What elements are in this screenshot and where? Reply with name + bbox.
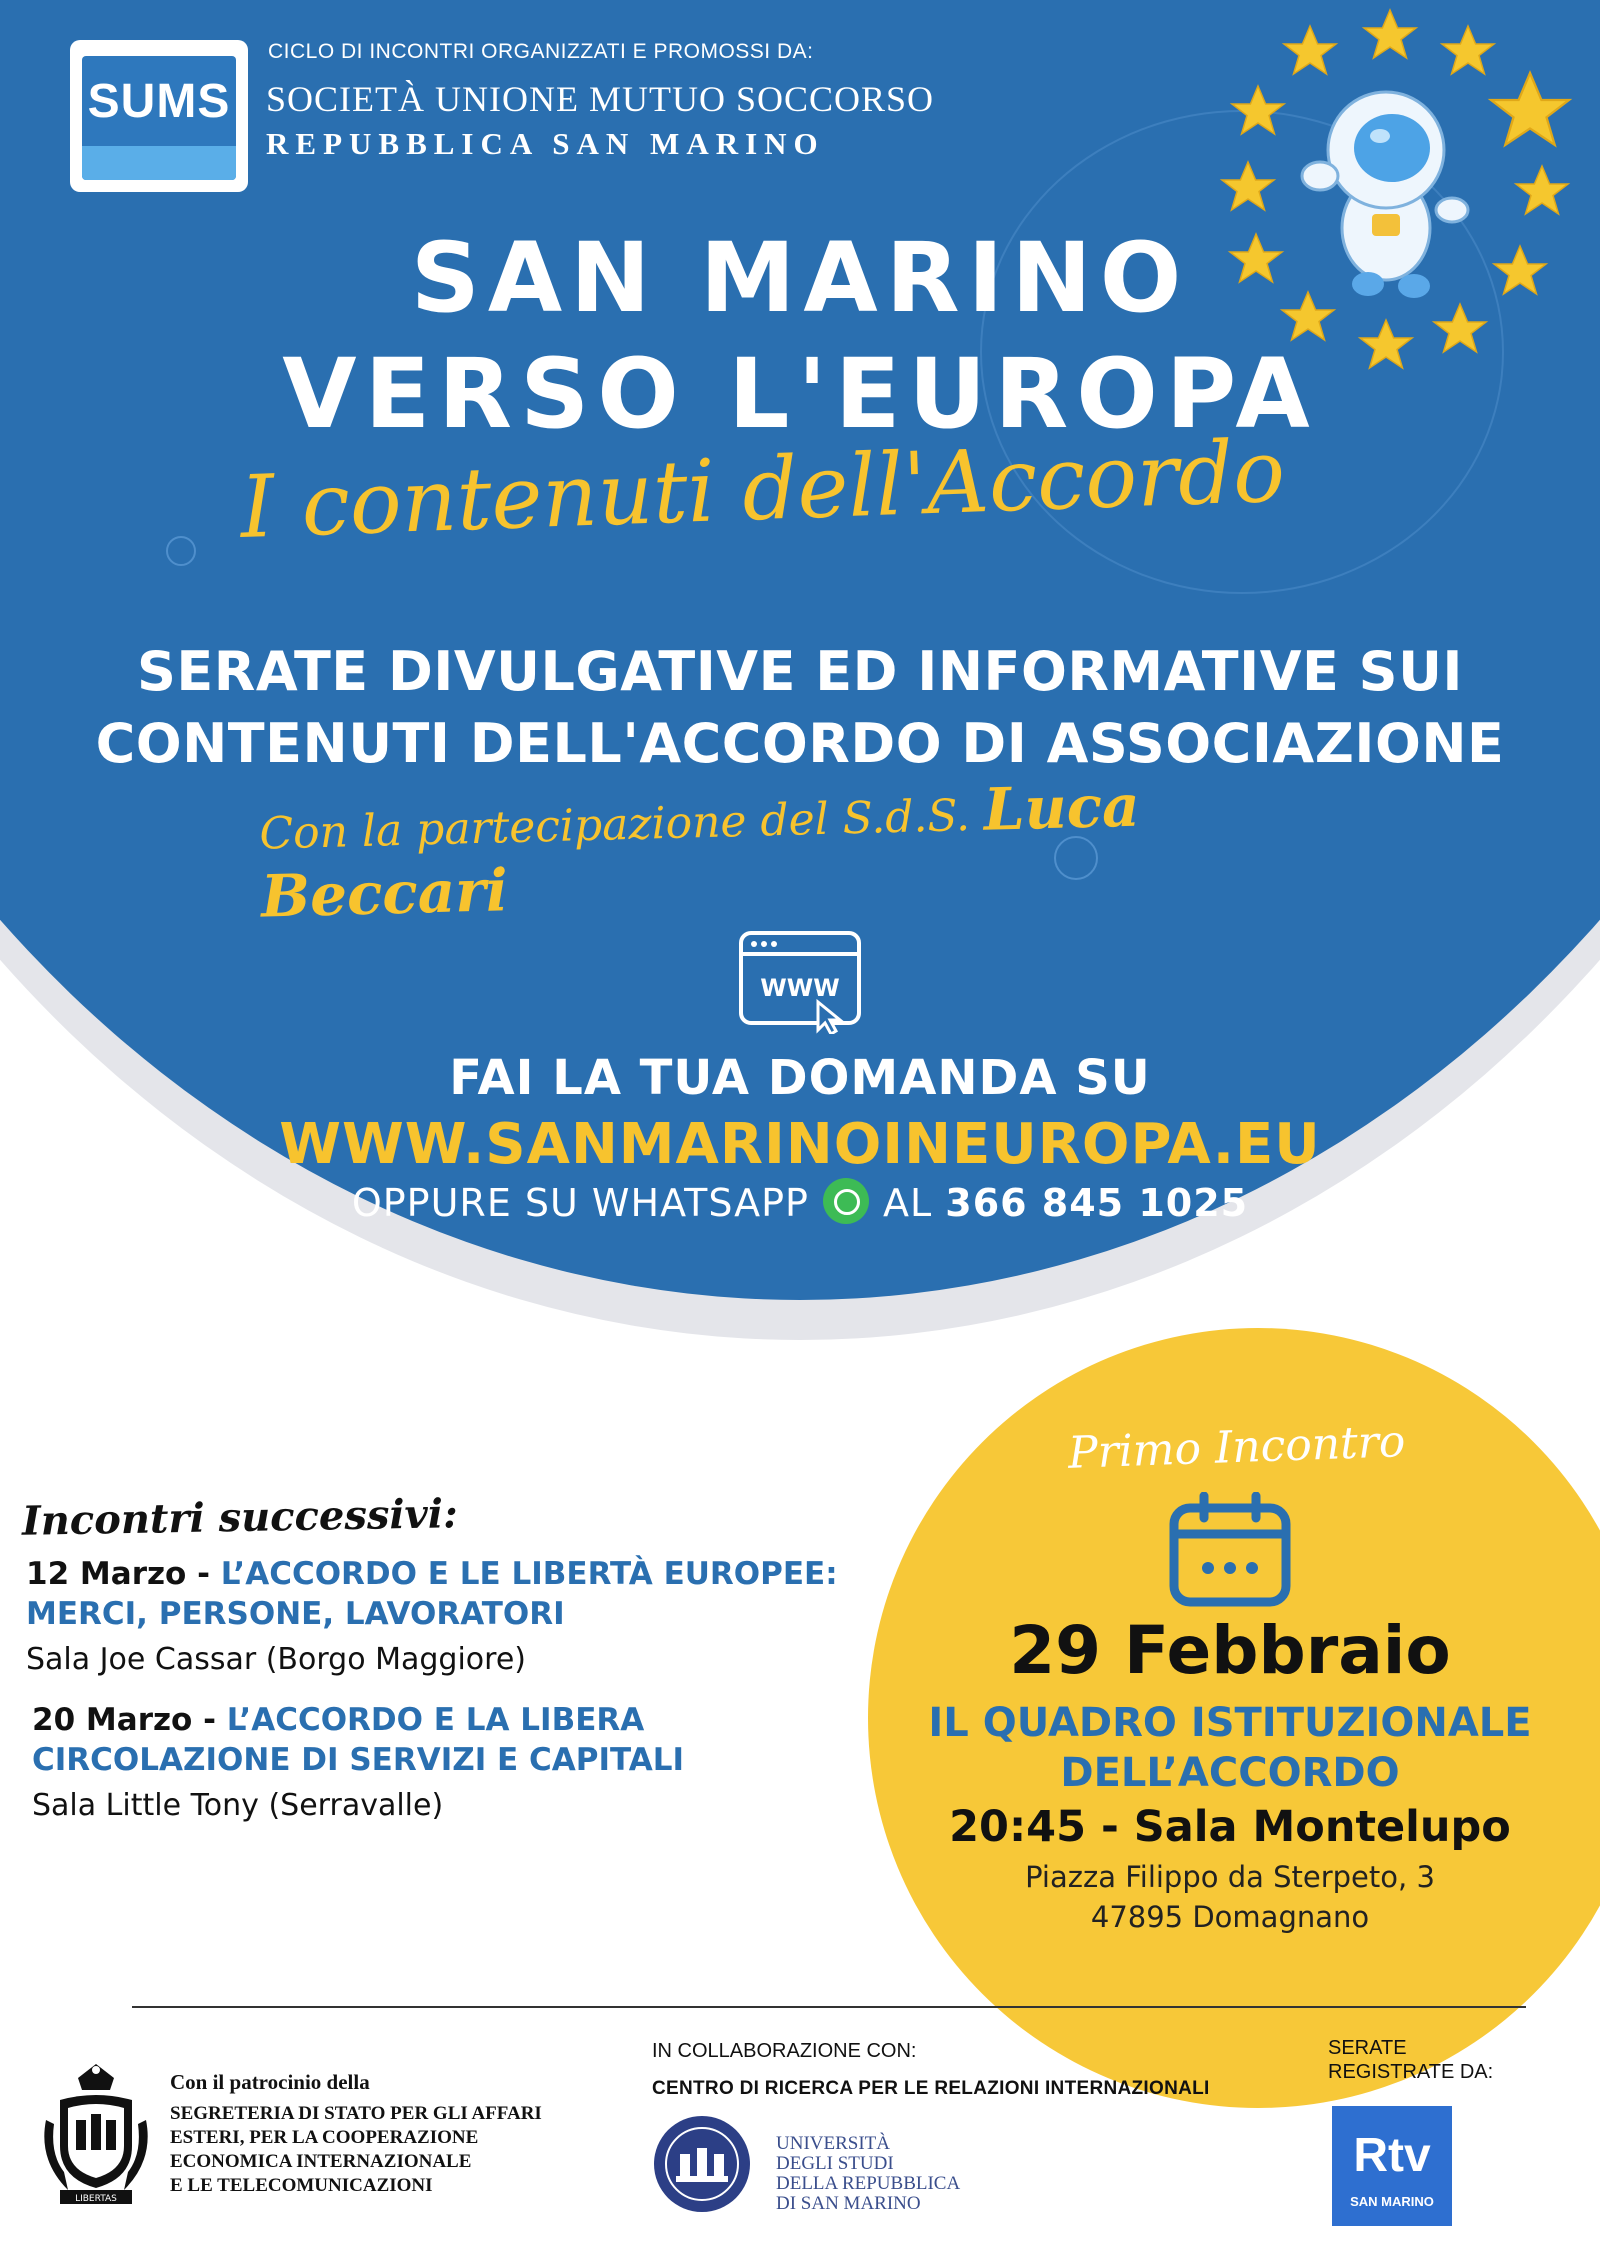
event-1-venue: Sala Joe Cassar (Borgo Maggiore) bbox=[26, 1642, 526, 1677]
organizer-country: REPUBBLICA SAN MARINO bbox=[266, 126, 825, 161]
whatsapp-prefix: OPPURE SU WHATSAPP bbox=[351, 1181, 809, 1225]
organizer-intro: CICLO DI INCONTRI ORGANIZZATI E PROMOSSI DA: bbox=[268, 40, 814, 63]
collaboration-name: CENTRO DI RICERCA PER LE RELAZIONI INTERNAZIONALI bbox=[652, 2078, 1210, 2099]
organizer-name: SOCIETÀ UNIONE MUTUO SOCCORSO bbox=[266, 79, 935, 119]
patronage-line: SEGRETERIA DI STATO PER GLI AFFARI bbox=[170, 2103, 542, 2124]
university-line: UNIVERSITÀ bbox=[776, 2133, 890, 2154]
first-event-time-place: 20:45 - Sala Montelupo bbox=[949, 1802, 1511, 1852]
university-line: DEGLI STUDI bbox=[776, 2153, 894, 2174]
website-icon-label: WWW bbox=[760, 974, 840, 1002]
event-2-title-line1 bbox=[32, 1702, 644, 1738]
whatsapp-icon bbox=[823, 1178, 869, 1224]
coat-of-arms-icon bbox=[38, 2060, 154, 2210]
event-2-venue: Sala Little Tony (Serravalle) bbox=[32, 1788, 444, 1823]
decorative-ring bbox=[166, 536, 196, 566]
main-title-line1: SAN MARINO bbox=[410, 222, 1190, 334]
university-name bbox=[776, 2134, 960, 2214]
first-event-address-line2: 47895 Domagnano bbox=[1090, 1900, 1370, 1934]
first-event-title-line1: IL QUADRO ISTITUZIONALE bbox=[928, 1700, 1532, 1746]
university-line: DELLA REPUBBLICA bbox=[776, 2173, 961, 2194]
registered-line2: REGISTRATE DA: bbox=[1328, 2061, 1494, 2083]
event-2-title-text: L’ACCORDO E LA LIBERA bbox=[226, 1702, 645, 1738]
website-url[interactable]: WWW.SANMARINOINEUROPA.EU bbox=[279, 1112, 1321, 1177]
coat-motto: LIBERTAS bbox=[75, 2194, 117, 2204]
collaboration-intro: IN COLLABORAZIONE CON: bbox=[652, 2040, 917, 2062]
event-1-title-text: L’ACCORDO E LE LIBERTÀ EUROPEE: bbox=[220, 1556, 838, 1592]
patronage-line: ECONOMICA INTERNAZIONALE bbox=[170, 2151, 472, 2172]
calendar-icon bbox=[1168, 1492, 1292, 1608]
event-1-title-line2: MERCI, PERSONE, LAVORATORI bbox=[26, 1596, 565, 1632]
main-title-line2: VERSO L'EUROPA bbox=[282, 338, 1318, 450]
event-2-date: 20 Marzo - bbox=[32, 1702, 216, 1738]
script-subtitle: I contenuti dell'Accordo bbox=[238, 421, 1287, 559]
patronage-line: ESTERI, PER LA COOPERAZIONE bbox=[170, 2127, 479, 2148]
whatsapp-phone[interactable]: 366 845 1025 bbox=[945, 1181, 1249, 1225]
first-event-label: Primo Incontro bbox=[1067, 1416, 1407, 1479]
sums-logo bbox=[70, 40, 248, 192]
participation-intro: Con la partecipazione del S.d.S. bbox=[258, 790, 971, 860]
event-1-title-line1 bbox=[26, 1556, 838, 1592]
website-icon bbox=[738, 930, 862, 1034]
next-events-heading: Incontri successivi: bbox=[21, 1490, 459, 1545]
patronage-intro: Con il patrocinio della bbox=[170, 2070, 370, 2094]
whatsapp-mid: AL bbox=[882, 1181, 933, 1225]
first-event-address-line1: Piazza Filippo da Sterpeto, 3 bbox=[1025, 1860, 1435, 1894]
university-line: DI SAN MARINO bbox=[776, 2193, 921, 2214]
event-2-title-line2: CIRCOLAZIONE DI SERVIZI E CAPITALI bbox=[32, 1742, 685, 1778]
whatsapp-line bbox=[0, 1178, 1600, 1225]
serate-line1: SERATE DIVULGATIVE ED INFORMATIVE SUI bbox=[136, 640, 1464, 703]
patronage-line: E LE TELECOMUNICAZIONI bbox=[170, 2175, 433, 2196]
rtv-logo-text: Rtv bbox=[1353, 2129, 1431, 2182]
rtv-logo-subtext: SAN MARINO bbox=[1350, 2194, 1434, 2209]
speaker-name: Luca Beccari bbox=[260, 771, 1141, 931]
first-event-title-line2: DELL’ACCORDO bbox=[1060, 1750, 1400, 1796]
sums-logo-text: SUMS bbox=[87, 75, 231, 128]
university-seal-icon bbox=[652, 2114, 752, 2214]
serate-line2: CONTENUTI DELL'ACCORDO DI ASSOCIAZIONE bbox=[95, 712, 1505, 775]
patronage-body bbox=[170, 2102, 542, 2198]
first-event-date: 29 Febbraio bbox=[1009, 1612, 1451, 1689]
registered-by bbox=[1328, 2036, 1493, 2084]
event-1-date: 12 Marzo - bbox=[26, 1556, 210, 1592]
registered-line1: SERATE bbox=[1328, 2037, 1407, 2059]
question-prompt: FAI LA TUA DOMANDA SU bbox=[449, 1050, 1151, 1106]
rtv-logo bbox=[1332, 2106, 1452, 2226]
footer-divider bbox=[132, 2006, 1526, 2008]
